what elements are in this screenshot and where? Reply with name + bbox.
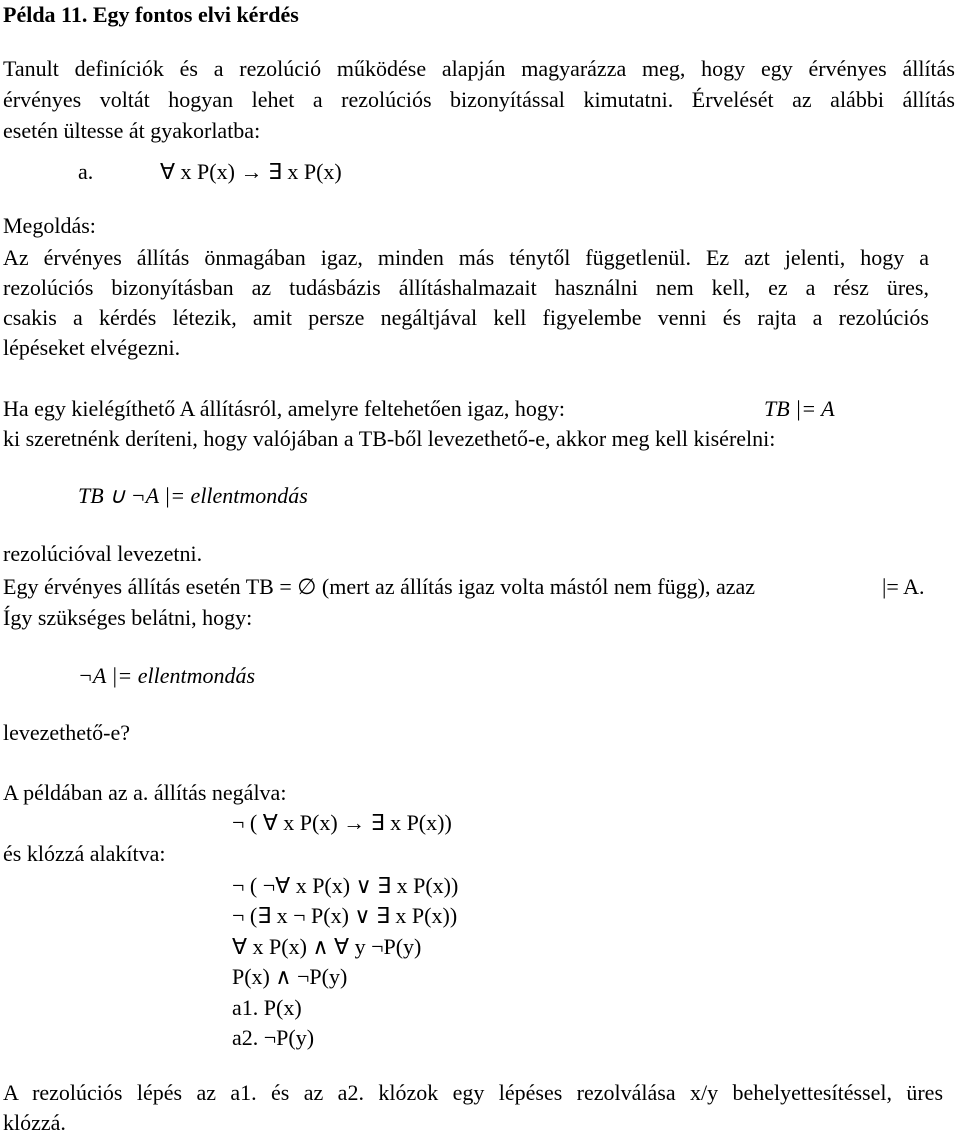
intro-line-2: érvényes voltát hogyan lehet a rezolúciós bizonyítással kimutatni. Érvelését az alábbi állítás — [3, 87, 955, 112]
step-6: a2. ¬P(y) — [232, 1025, 315, 1050]
formula-negation: ¬A |= ellentmondás — [78, 663, 256, 688]
need-line: Így szükséges belátni, hogy: — [3, 605, 253, 630]
step-5: a1. P(x) — [232, 995, 302, 1020]
item-a-label: a. — [78, 159, 94, 184]
conclusion-line-1: A rezolúciós lépés az a1. és az a2. klózok egy lépéses rezolválása x/y behelyettesítéssel, üres — [3, 1080, 943, 1105]
solution-line-2: rezolúciós bizonyításban az tudásbázis állításhalmazait használni nem kell, ez a rész üres, — [3, 275, 929, 300]
example-line: A példában az a. állítás negálva: — [3, 780, 287, 805]
clause-line: és klózzá alakítva: — [3, 841, 166, 866]
item-a-formula: ∀ x P(x) → ∃ x P(x) — [160, 159, 342, 184]
para2-line-1: Ha egy kielégíthető A állításról, amelyre feltehetően igaz, hogy: — [3, 396, 566, 421]
valid-line: Egy érvényes állítás esetén TB = ∅ (mert az állítás igaz volta mástól nem függ), azaz — [3, 574, 756, 599]
derive-line: rezolúcióval levezetni. — [3, 541, 203, 566]
page-title: Példa 11. Egy fontos elvi kérdés — [3, 2, 299, 27]
solution-line-1: Az érvényes állítás önmagában igaz, minden más ténytől függetlenül. Ez azt jelenti, hogy a — [3, 245, 929, 270]
derivable-line: levezethető-e? — [3, 720, 131, 745]
para2-formula: TB |= A — [764, 396, 835, 421]
step-2: ¬ (∃ x ¬ P(x) ∨ ∃ x P(x)) — [232, 903, 458, 928]
solution-line-4: lépéseket elvégezni. — [3, 335, 181, 360]
solution-heading: Megoldás: — [3, 213, 96, 238]
intro-line-3: esetén ültesse át gyakorlatba: — [3, 118, 261, 143]
para2-line-2: ki szeretnénk deríteni, hogy valójában a TB-ből levezethető-e, akkor meg kell kisérelni: — [3, 426, 776, 451]
intro-line-1: Tanult definíciók és a rezolúció működése alapján magyarázza meg, hogy egy érvényes állítás — [3, 56, 955, 81]
step-1: ¬ ( ¬∀ x P(x) ∨ ∃ x P(x)) — [232, 873, 459, 898]
step-4: P(x) ∧ ¬P(y) — [232, 964, 348, 989]
step-3: ∀ x P(x) ∧ ∀ y ¬P(y) — [232, 934, 422, 959]
solution-line-3: csakis a kérdés létezik, amit persze negáltjával kell figyelembe venni és rajta a rezolúciós — [3, 305, 929, 330]
formula-contradiction: TB ∪ ¬A |= ellentmondás — [78, 483, 308, 508]
valid-line-tail: |= A. — [882, 574, 925, 599]
negated-formula: ¬ ( ∀ x P(x) → ∃ x P(x)) — [232, 810, 452, 835]
conclusion-line-2: klózzá. — [3, 1110, 66, 1135]
